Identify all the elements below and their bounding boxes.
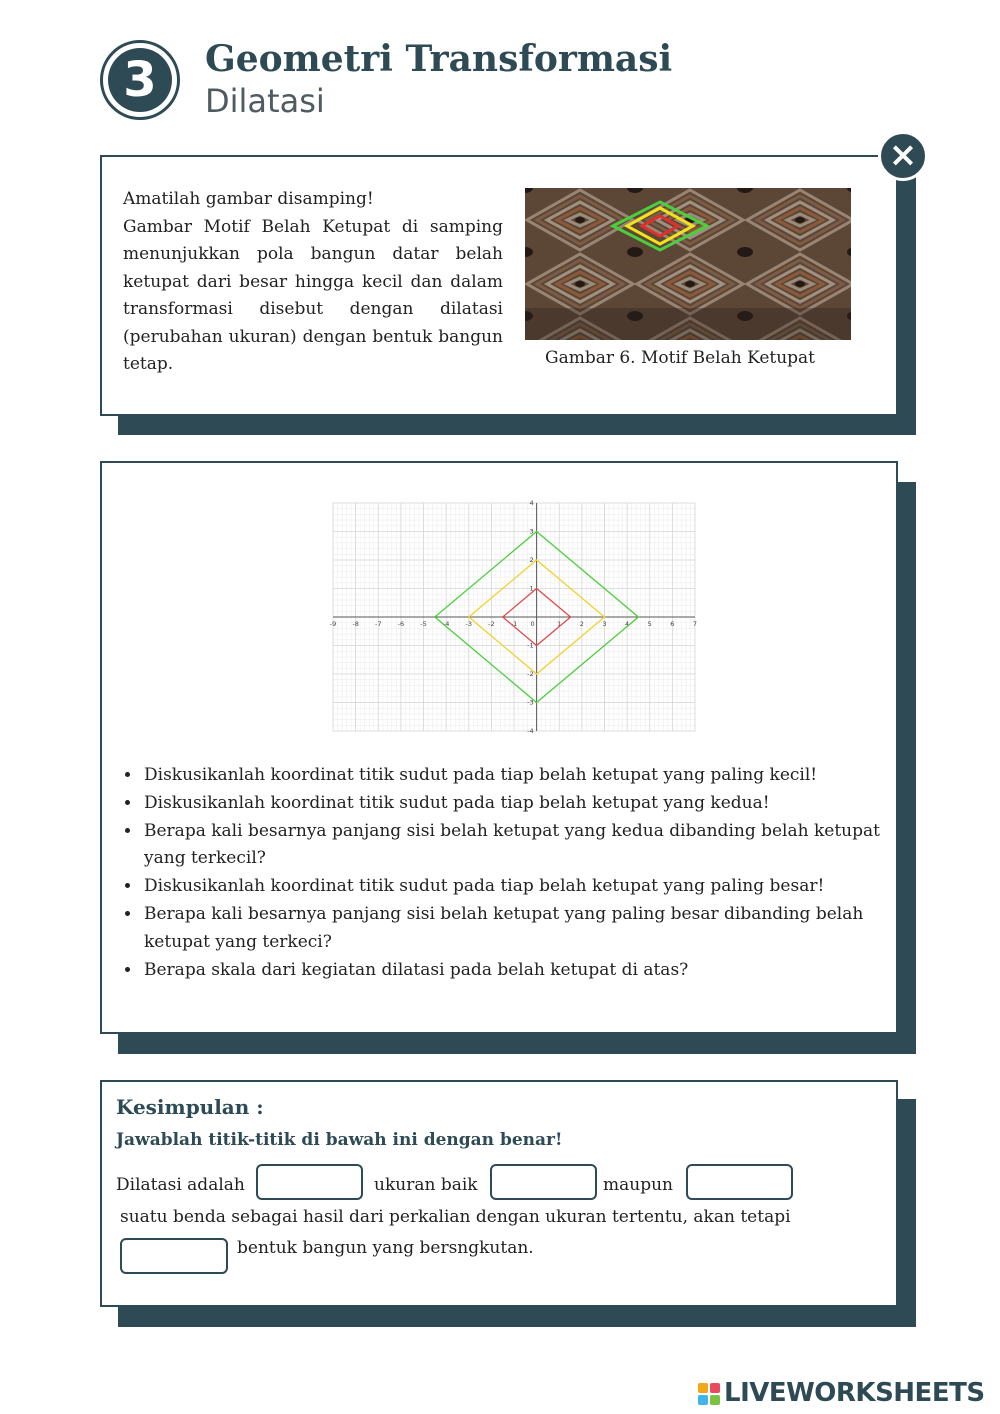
x-tick-label: -7 — [375, 620, 382, 628]
answer-blank-4[interactable] — [120, 1238, 228, 1274]
answer-blank-2[interactable] — [490, 1164, 597, 1200]
question-item: • Berapa skala dari kegiatan dilatasi pada belah ketupat di atas? — [142, 957, 902, 985]
x-tick-label: -2 — [488, 620, 495, 628]
motif-photo-image — [525, 188, 851, 340]
x-tick-label: -1 — [510, 620, 518, 628]
question-item: • Diskusikanlah koordinat titik sudut pada tiap belah ketupat yang paling kecil! — [142, 762, 902, 790]
motif-photo — [525, 188, 851, 340]
x-tick-label: 6 — [670, 620, 675, 628]
section-number-badge — [100, 40, 180, 120]
page-title: Geometri Transformasi — [205, 38, 673, 80]
question-item: • Diskusikanlah koordinat titik sudut pada tiap belah ketupat yang kedua! — [142, 790, 902, 818]
y-tick-label: 4 — [529, 499, 534, 507]
x-tick-label: 4 — [625, 620, 630, 628]
x-tick-label: -8 — [352, 620, 359, 628]
photo-caption: Gambar 6. Motif Belah Ketupat — [544, 348, 816, 368]
liveworksheets-logo-icon — [698, 1383, 720, 1405]
x-tick-label: -9 — [329, 620, 337, 628]
conclusion-text-3: maupun — [603, 1175, 673, 1195]
conclusion-title: Kesimpulan : — [116, 1095, 264, 1119]
question-list — [118, 762, 902, 984]
x-tick-label: 7 — [692, 620, 697, 628]
x-tick-label: -6 — [397, 620, 405, 628]
conclusion-text-1: Dilatasi adalah — [116, 1175, 245, 1195]
answer-blank-1[interactable] — [256, 1164, 363, 1200]
x-tick-label: 1 — [557, 620, 562, 628]
conclusion-text-4: suatu benda sebagai hasil dari perkalian dengan ukuran tertentu, akan tetapi — [120, 1207, 791, 1227]
page-subtitle: Dilatasi — [205, 82, 325, 120]
x-tick-label: -4 — [442, 620, 450, 628]
y-tick-label: -3 — [527, 698, 534, 707]
y-tick-label: 3 — [529, 527, 534, 536]
liveworksheets-logo: LIVEWORKSHEETS — [724, 1378, 985, 1408]
x-tick-label: 2 — [579, 620, 584, 628]
question-item: • Berapa kali besarnya panjang sisi belah ketupat yang kedua dibanding belah ketupat yang terkecil? — [142, 818, 902, 874]
conclusion-text-2: ukuran baik — [374, 1175, 478, 1195]
x-tick-label: 3 — [602, 620, 607, 628]
y-tick-label: -4 — [527, 727, 534, 735]
y-tick-label: 1 — [529, 584, 534, 593]
y-tick-label: -1 — [527, 641, 534, 650]
question-item: • Berapa kali besarnya panjang sisi belah ketupat yang paling besar dibanding belah ketupat yang terkeci? — [142, 901, 902, 957]
conclusion-instruction: Jawablah titik-titik di bawah ini dengan benar! — [116, 1130, 563, 1150]
intro-text — [123, 186, 503, 379]
y-tick-label: 2 — [529, 556, 534, 564]
intro-text-line: Gambar Motif Belah Ketupat di samping menunjukkan pola bangun datar belah ketupat dari besar hingga kecil dan dalam transformasi disebut dengan dilatasi (perubahan ukuran) dengan bentuk bangun tetap. — [123, 216, 503, 374]
x-tick-label: 0 — [530, 620, 535, 628]
coordinate-graph-svg — [325, 497, 697, 737]
coordinate-graph — [325, 497, 697, 737]
y-tick-label: -2 — [527, 670, 534, 678]
x-tick-label: 5 — [647, 620, 652, 628]
x-tick-label: -3 — [465, 620, 472, 628]
section-number: 3 — [108, 48, 172, 112]
intro-text-line: Amatilah gambar disamping! — [123, 189, 374, 209]
answer-blank-3[interactable] — [686, 1164, 793, 1200]
close-icon[interactable]: × — [878, 131, 928, 181]
x-tick-label: -5 — [420, 620, 427, 628]
conclusion-text-5: bentuk bangun yang bersngkutan. — [237, 1238, 534, 1258]
question-item: • Diskusikanlah koordinat titik sudut pada tiap belah ketupat yang paling besar! — [142, 873, 902, 901]
